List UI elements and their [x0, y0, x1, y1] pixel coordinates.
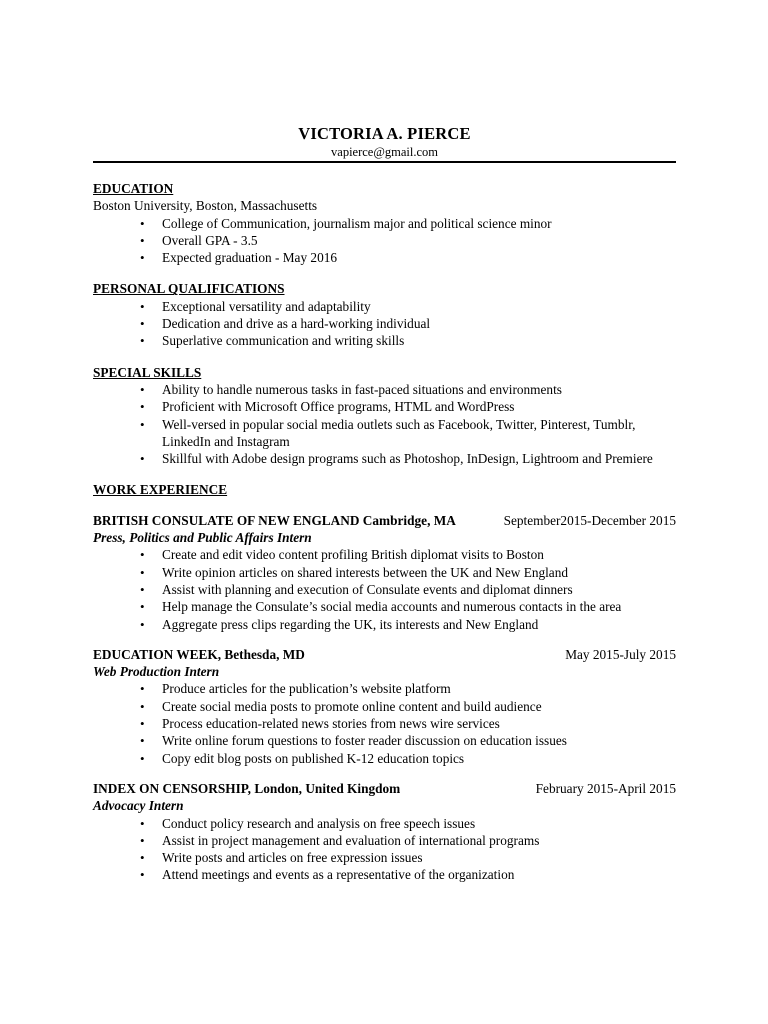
- qualifications-section: [93, 280, 676, 349]
- list-item: • Proficient with Microsoft Office programs, HTML and WordPress: [93, 398, 676, 415]
- header-divider: [93, 161, 676, 163]
- work-heading: WORK EXPERIENCE: [93, 482, 228, 498]
- job-dates: September2015-December 2015: [503, 512, 676, 528]
- list-item: • Assist in project management and evaluation of international programs: [93, 832, 676, 849]
- job-role: Web Production Intern: [93, 664, 220, 680]
- education-list: [93, 215, 676, 267]
- list-item: • Ability to handle numerous tasks in fast-paced situations and environments: [93, 381, 676, 398]
- list-item: • Well-versed in popular social media outlets such as Facebook, Twitter, Pinterest, Tumblr, LinkedIn and Instagram: [93, 416, 676, 451]
- job-entry: [93, 646, 676, 767]
- job-header: [93, 512, 676, 529]
- list-item: • Overall GPA - 3.5: [93, 232, 676, 249]
- job-role: Press, Politics and Public Affairs Intern: [93, 530, 312, 546]
- job-header: [93, 780, 676, 797]
- resume-document: [93, 124, 676, 884]
- job-entry: [93, 512, 676, 633]
- list-item: • Conduct policy research and analysis on free speech issues: [93, 815, 676, 832]
- list-item: • Write posts and articles on free expression issues: [93, 849, 676, 866]
- list-item: • Attend meetings and events as a representative of the organization: [93, 866, 676, 883]
- job-header: [93, 646, 676, 663]
- skills-list: [93, 381, 676, 467]
- list-item: • Write online forum questions to foster reader discussion on education issues: [93, 732, 676, 749]
- job-dates: February 2015-April 2015: [535, 780, 676, 796]
- education-heading: EDUCATION: [93, 181, 174, 196]
- skills-heading: SPECIAL SKILLS: [93, 364, 202, 380]
- list-item: • Process education-related news stories from news wire services: [93, 715, 676, 732]
- qualifications-list: [93, 298, 676, 350]
- job-organization: INDEX ON CENSORSHIP, London, United Kingdom: [93, 780, 401, 796]
- list-item: • Create social media posts to promote online content and build audience: [93, 698, 676, 715]
- school-line: Boston University, Boston, Massachusetts: [93, 198, 318, 214]
- email-address: vapierce@gmail.com: [331, 145, 438, 159]
- list-item: • Dedication and drive as a hard-working individual: [93, 315, 676, 332]
- job-dates: May 2015-July 2015: [565, 646, 676, 662]
- job-organization: EDUCATION WEEK, Bethesda, MD: [93, 646, 305, 662]
- job-organization: BRITISH CONSULATE OF NEW ENGLAND Cambridge, MA: [93, 512, 456, 528]
- list-item: • Produce articles for the publication’s website platform: [93, 680, 676, 697]
- list-item: • Skillful with Adobe design programs such as Photoshop, InDesign, Lightroom and Premiere: [93, 450, 676, 467]
- list-item: • Expected graduation - May 2016: [93, 249, 676, 266]
- resume-name: VICTORIA A. PIERCE: [298, 124, 471, 143]
- qualifications-heading: PERSONAL QUALIFICATIONS: [93, 281, 285, 297]
- list-item: • Help manage the Consulate’s social media accounts and numerous contacts in the area: [93, 598, 676, 615]
- list-item: • Create and edit video content profiling British diplomat visits to Boston: [93, 546, 676, 563]
- job-duties-list: [93, 680, 676, 766]
- list-item: • Assist with planning and execution of Consulate events and diplomat dinners: [93, 581, 676, 598]
- list-item: • Exceptional versatility and adaptability: [93, 298, 676, 315]
- job-entry: [93, 780, 676, 884]
- job-duties-list: [93, 546, 676, 632]
- list-item: • College of Communication, journalism major and political science minor: [93, 215, 676, 232]
- skills-section: [93, 364, 676, 468]
- work-section: [93, 481, 676, 883]
- job-role: Advocacy Intern: [93, 798, 184, 814]
- list-item: • Copy edit blog posts on published K-12 education topics: [93, 750, 676, 767]
- education-section: [93, 180, 676, 266]
- list-item: • Superlative communication and writing skills: [93, 332, 676, 349]
- job-duties-list: [93, 815, 676, 884]
- list-item: • Aggregate press clips regarding the UK, its interests and New England: [93, 616, 676, 633]
- list-item: • Write opinion articles on shared interests between the UK and New England: [93, 564, 676, 581]
